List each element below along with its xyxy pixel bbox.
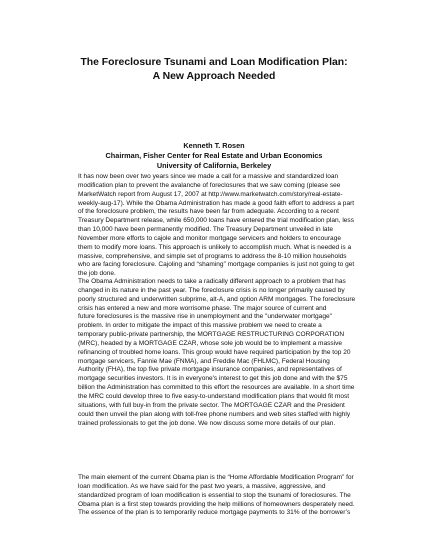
- paragraph-line: Authority (FHA), the top five private mortgage insurance companies, and representatives of: [78, 366, 342, 374]
- paragraph-line: (MRC), headed by a MORTGAGE CZAR, whose sole job would be to implement a massive: [78, 339, 343, 347]
- paragraph-line: billion the Administration has committed to this effort the resources are available. In a short time: [78, 384, 355, 392]
- paragraph-line: of the foreclosure problem, the results have been far from adequate. According to a recent: [78, 208, 339, 216]
- paragraph-line: The main element of the current Obama plan is the “Home Affordable Modification Program” for: [78, 474, 354, 481]
- paragraph-line: the job done.: [78, 270, 116, 278]
- paragraph-1: [78, 173, 378, 279]
- paragraph-line: poorly structured and underwritten subprime, alt-A, and option ARM mortgages. The foreclosure: [78, 295, 356, 303]
- paragraph-line: Obama plan is a first step towards providing the help millions of homeowners desperately need.: [78, 500, 355, 508]
- paragraph-line: The Obama Administration needs to take a radically different approach to a problem that has: [78, 278, 346, 285]
- paragraph-line: The essence of the plan is to temporarily reduce mortgage payments to 31% of the borrower’s: [78, 509, 351, 517]
- paragraph-line: Treasury Department release, while 650,000 loans have entered the trial modification plan, less: [78, 217, 354, 225]
- paragraph-line: refinancing of troubled home loans. This group would have required participation by the top 20: [78, 348, 351, 356]
- paragraph-line: mortgage servicers, Fannie Mae (FNMA), and Freddie Mac (FHLMC), Federal Housing: [78, 357, 330, 365]
- paragraph-line: problem. In order to mitigate the impact of this massive problem we need to create a: [78, 322, 322, 330]
- paragraph-line: trained professionals to get the job done. We now discuss some more details of our plan.: [78, 419, 336, 427]
- paragraph-3: [78, 474, 378, 518]
- paragraph-line: loan modification. As we have said for the past two years, a massive, aggressive, and: [78, 482, 326, 490]
- paragraph-line: modification plan to prevent the avalanche of foreclosures that we saw coming (please see: [78, 181, 341, 189]
- paragraph-line: could then unveil the plan along with toll-free phone numbers and web sites staffed with highly: [78, 410, 351, 418]
- paragraph-line: them to modify more loans. This approach is unlikely to accomplish much. What is needed is a: [78, 243, 352, 251]
- paragraph-line: November more efforts to cajole and monitor mortgage servicers and holders to encourage: [78, 234, 341, 242]
- paper-title: [40, 56, 388, 84]
- paragraph-line: MarketWatch report from August 17, 2007 at http://www.marketwatch.com/story/real-estate-: [78, 190, 343, 198]
- paragraph-line: than 10,000 have been permanently modified. The Treasury Department unveiled in late: [78, 226, 334, 234]
- paragraph-line: standardized program of loan modification is essential to stop the tsunami of foreclosures. The: [78, 491, 351, 499]
- paragraph-line: situations, with full buy-in from the private sector. The MORTGAGE CZAR and the President: [78, 401, 345, 409]
- paragraph-line: crisis has entered a new and more worrisome phase. The major source of current and: [78, 304, 327, 312]
- paragraph-line: future foreclosures is the massive rise in unemployment and the "underwater mortgage": [78, 313, 332, 321]
- paragraph-line: mortgage securities investors. It is in everyone's interest to get this job done and with the $75: [78, 375, 348, 383]
- paragraph-2: [78, 278, 378, 428]
- author-name: Kenneth T. Rosen: [183, 141, 245, 150]
- paragraph-line: massive, comprehensive, and simple set of programs to address the 8-10 million households: [78, 252, 347, 260]
- paragraph-line: weekly-aug-17). While the Obama Administration has made a good faith effort to address a part: [78, 199, 355, 207]
- paragraph-line: It has now been over two years since we made a call for a massive and standardized loan: [78, 173, 339, 180]
- title-line-1: The Foreclosure Tsunami and Loan Modification Plan:: [80, 57, 348, 68]
- paragraph-line: temporary public-private partnership, the MORTGAGE RESTRUCTURING CORPORATION: [78, 331, 345, 339]
- author-block: [30, 141, 398, 171]
- author-institution: University of California, Berkeley: [156, 161, 272, 170]
- paragraph-line: who are facing foreclosure. Cajoling and “shaming” mortgage companies is just not going to get: [78, 261, 355, 269]
- paragraph-line: the MRC could develop three to five easy-to-understand modification plans that would fit most: [78, 392, 350, 400]
- author-position: Chairman, Fisher Center for Real Estate and Urban Economics: [105, 151, 323, 160]
- title-line-2: A New Approach Needed: [152, 71, 276, 82]
- paragraph-line: changed in its nature in the past year. The foreclosure crisis is no longer primarily caused by: [78, 286, 345, 294]
